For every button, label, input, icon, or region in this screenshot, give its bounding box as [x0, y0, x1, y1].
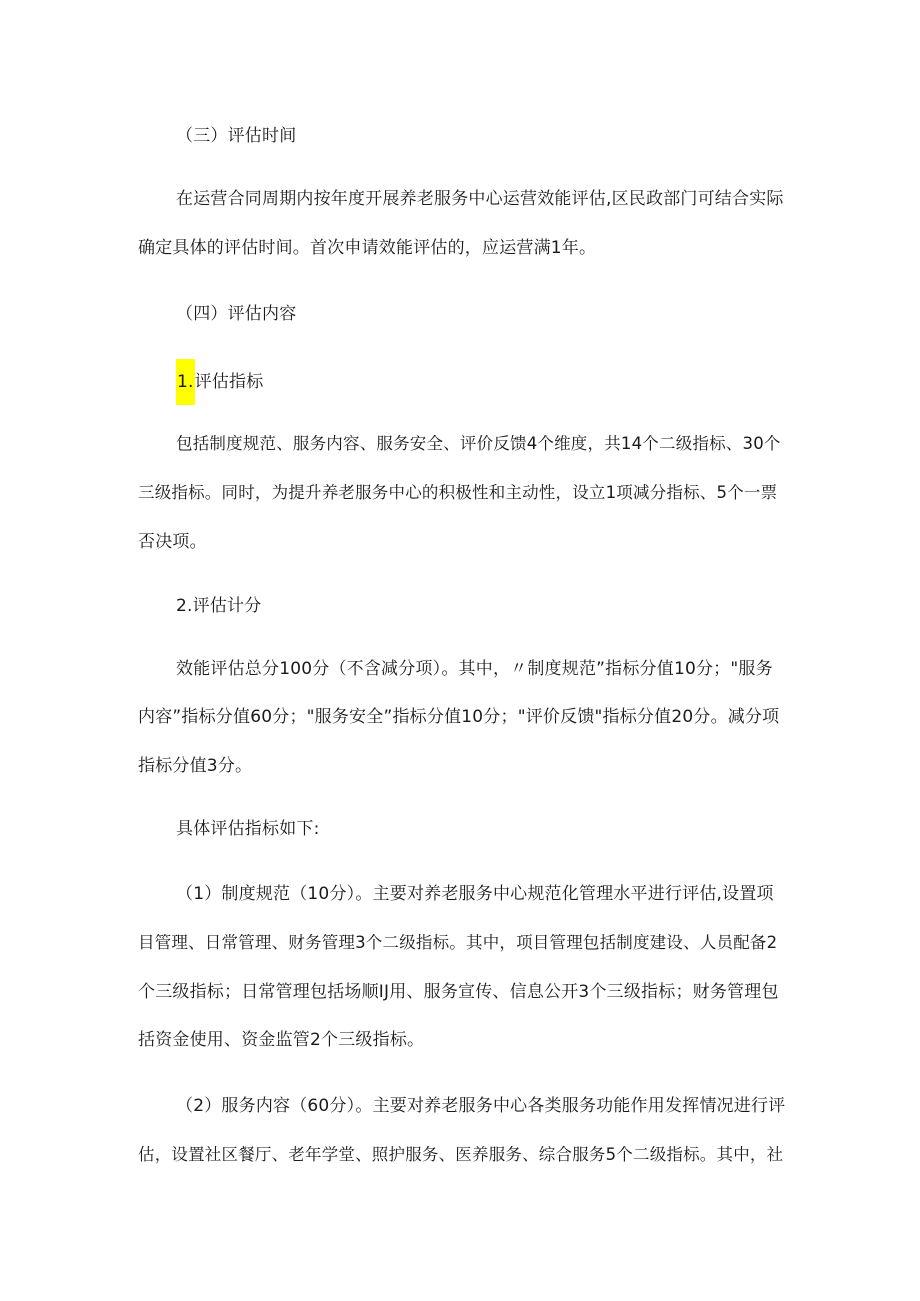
- paragraph-line: 包括制度规范、服务内容、服务安全、评价反馈4个维度，共14个二级指标、30个: [176, 434, 781, 453]
- list-intro: 具体评估指标如下:: [176, 819, 320, 839]
- paragraph-line: 确定具体的评估时间。首次申请效能评估的，应运营满1年。: [138, 238, 597, 258]
- paragraph-line: 效能评估总分100分（不含减分项）。其中，〃制度规范”指标分值10分；"服务: [176, 659, 773, 679]
- paragraph-line: 否决项。: [138, 532, 207, 552]
- paragraph-line: 内容”指标分值60分；"服务安全”指标分值10分；"评价反馈"指标分值20分。减分项: [138, 707, 780, 727]
- paragraph-line: 个三级指标；日常管理包括场顺IJ用、服务宣传、信息公开3个三级指标；财务管理包: [138, 982, 779, 1002]
- item-heading-label: 评估指标: [194, 372, 264, 392]
- highlighted-number: 1.: [176, 359, 195, 405]
- paragraph-line: 括资金使用、资金监管2个三级指标。: [138, 1030, 425, 1050]
- paragraph-line: 估，设置社区餐厅、老年学堂、照护服务、医养服务、综合服务5个二级指标。其中，社: [138, 1145, 784, 1164]
- item-heading-evaluation-indicators: [176, 359, 826, 405]
- item-heading-scoring: 2.评估计分: [176, 596, 262, 616]
- paragraph-line: 目管理、日常管理、财务管理3个二级指标。其中，项目管理包括制度建设、人员配备2: [138, 933, 778, 952]
- paragraph-line: 指标分值3分。: [138, 756, 253, 776]
- paragraph-line: 在运营合同周期内按年度开展养老服务中心运营效能评估,区民政部门可结合实际: [176, 189, 784, 209]
- section-heading-evaluation-time: （三）评估时间: [176, 126, 297, 146]
- paragraph-line: （2）服务内容（60分）。主要对养老服务中心各类服务功能作用发挥情况进行评: [176, 1096, 786, 1116]
- paragraph-line: （1）制度规范（10分）。主要对养老服务中心规范化管理水平进行评估,设置项: [176, 884, 774, 904]
- paragraph-line: 三级指标。同时，为提升养老服务中心的积极性和主动性，设立1项减分指标、5个一票: [138, 483, 778, 502]
- section-heading-evaluation-content: （四）评估内容: [176, 304, 297, 324]
